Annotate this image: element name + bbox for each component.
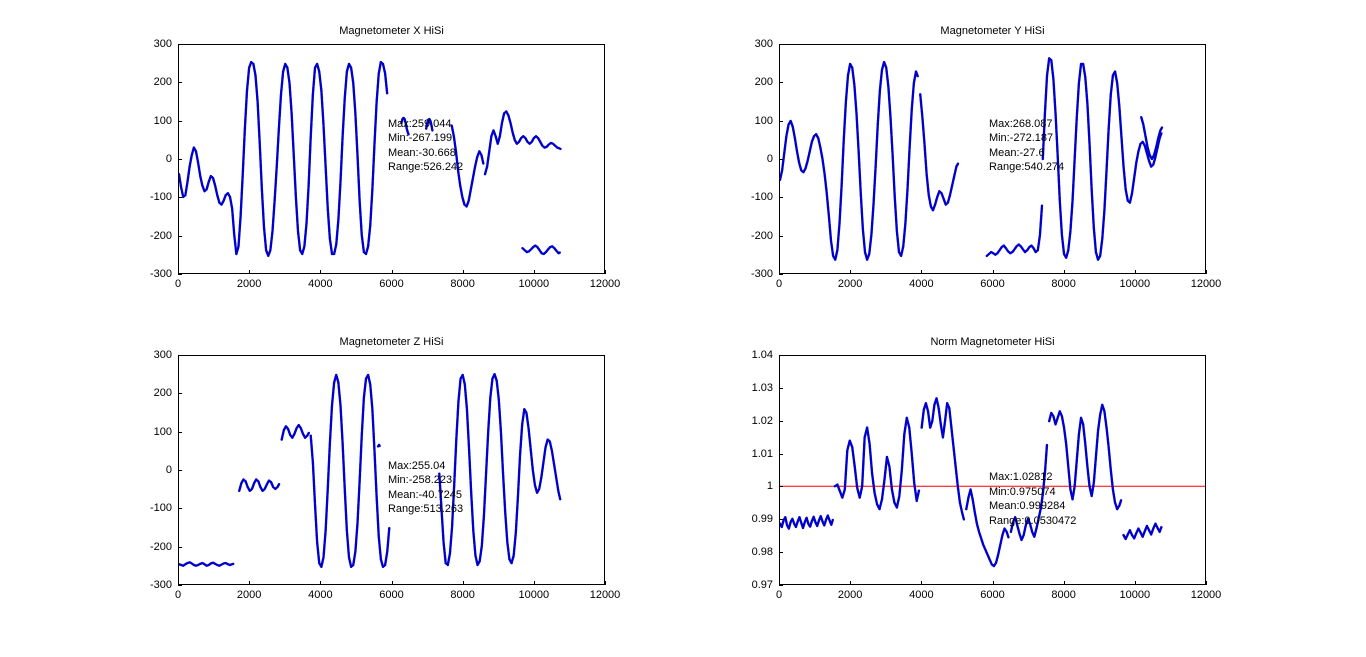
y-tickmark: [178, 585, 182, 586]
y-tickmark: [779, 82, 783, 83]
y-tickmark: [178, 508, 182, 509]
chart-title-magnetometer-x: Magnetometer X HiSi: [339, 25, 444, 37]
data-series-magnetometer-z: [179, 373, 561, 568]
x-tickmark: [1064, 270, 1065, 274]
y-tickmark: [178, 236, 182, 237]
x-tick-label: 4000: [308, 589, 333, 601]
x-tick-label: 0: [775, 589, 783, 601]
y-tick-label: -100: [149, 191, 172, 204]
x-tick-label: 4000: [909, 589, 934, 601]
y-tickmark: [178, 197, 182, 198]
stats-line: Max:255.04: [387, 459, 446, 472]
x-tick-label: 2000: [837, 589, 863, 601]
x-tick-label: 2000: [837, 278, 863, 290]
x-tick-label: 6000: [980, 278, 1005, 290]
y-tickmark: [779, 552, 783, 553]
stats-line: Max:259.044: [387, 117, 452, 130]
y-tick-label: 0: [766, 153, 773, 165]
y-tickmark: [178, 121, 182, 122]
stats-line: Range:0.0530472: [988, 514, 1077, 527]
y-tick-label: 1.04: [751, 349, 773, 361]
stats-annotation-magnetometer-z: [388, 459, 463, 517]
y-tick-label: 100: [153, 114, 172, 127]
x-tickmark: [993, 270, 994, 274]
x-tickmark: [850, 270, 851, 274]
x-tickmark: [534, 270, 535, 274]
x-tickmark: [605, 581, 606, 585]
y-tick-label: 0: [165, 464, 172, 476]
x-tickmark: [320, 270, 321, 274]
x-tickmark: [993, 581, 994, 585]
stats-line: Range:513.263: [387, 503, 464, 515]
x-tick-label: 10000: [1119, 589, 1151, 601]
x-tickmark: [605, 270, 606, 274]
stats-annotation-magnetometer-x: [388, 117, 463, 175]
y-tickmark: [779, 486, 783, 487]
y-tickmark: [779, 44, 783, 45]
x-tickmark: [249, 581, 250, 585]
x-tick-label: 6000: [379, 589, 404, 601]
stats-annotation-norm-magnetometer: [989, 470, 1076, 528]
y-tickmark: [779, 121, 783, 122]
y-tick-label: 1.03: [751, 381, 773, 394]
chart-panel-magnetometer-y: [750, 25, 1222, 290]
x-tickmark: [1206, 581, 1207, 585]
x-tick-label: 8000: [450, 278, 475, 290]
stats-line: Min:-272.187: [988, 132, 1054, 145]
chart-panel-magnetometer-x: [149, 25, 621, 290]
x-tickmark: [921, 581, 922, 585]
x-tickmark: [392, 581, 393, 585]
stats-line: Mean:-30.668: [387, 146, 456, 159]
y-tick-label: -300: [149, 268, 172, 280]
x-tick-label: 8000: [1051, 589, 1076, 601]
y-tickmark: [779, 274, 783, 275]
y-tickmark: [178, 159, 182, 160]
y-tick-label: 1.01: [751, 447, 773, 460]
stats-line: Range:540.274: [988, 161, 1065, 174]
x-tickmark: [921, 270, 922, 274]
y-tick-label: -300: [750, 268, 773, 280]
y-tick-label: 0.98: [751, 546, 773, 559]
x-tick-label: 2000: [236, 278, 262, 290]
chart-title-magnetometer-z: Magnetometer Z HiSi: [339, 336, 444, 348]
y-tickmark: [779, 355, 783, 356]
y-tick-label: -200: [149, 540, 172, 553]
data-series-norm-magnetometer: [780, 397, 1163, 567]
x-tickmark: [249, 270, 250, 274]
stats-line: Range:526.242: [387, 161, 464, 174]
y-tick-label: 200: [153, 387, 172, 400]
x-tick-label: 6000: [980, 589, 1005, 601]
x-tick-label: 2000: [236, 589, 262, 601]
y-tickmark: [779, 159, 783, 160]
y-tickmark: [178, 82, 182, 83]
y-tickmark: [178, 355, 182, 356]
stats-annotation-magnetometer-y: [989, 117, 1064, 175]
y-tick-label: 0.99: [751, 513, 773, 526]
x-tick-label: 10000: [518, 589, 550, 601]
stats-line: Mean:-27.6: [988, 146, 1045, 159]
stats-line: Max:1.02812: [988, 471, 1053, 483]
stats-line: Max:268.087: [988, 117, 1053, 130]
y-tick-label: -200: [750, 229, 773, 242]
x-tickmark: [1206, 270, 1207, 274]
x-tickmark: [463, 270, 464, 274]
y-tickmark: [779, 585, 783, 586]
y-tickmark: [779, 421, 783, 422]
chart-panel-magnetometer-z: [149, 336, 621, 601]
x-tick-label: 4000: [909, 278, 934, 290]
x-tick-label: 0: [174, 278, 182, 290]
y-tick-label: -100: [149, 502, 172, 515]
y-tick-label: 300: [153, 38, 172, 50]
y-tickmark: [779, 454, 783, 455]
stats-line: Mean:0.999284: [988, 500, 1066, 512]
stats-line: Min:-267.199: [387, 132, 453, 145]
x-tickmark: [850, 581, 851, 585]
data-series-magnetometer-y: [780, 57, 1163, 261]
y-tickmark: [779, 388, 783, 389]
x-tickmark: [534, 581, 535, 585]
data-series-magnetometer-x: [179, 61, 562, 257]
y-tick-label: 200: [754, 76, 773, 89]
y-tick-label: 100: [153, 425, 172, 438]
chart-title-magnetometer-y: Magnetometer Y HiSi: [940, 25, 1045, 37]
y-tick-label: 0: [165, 153, 172, 165]
y-tick-label: 1: [766, 480, 773, 493]
y-tick-label: -300: [149, 579, 172, 591]
x-tickmark: [320, 581, 321, 585]
x-tick-label: 8000: [450, 589, 475, 601]
y-tickmark: [178, 432, 182, 433]
x-tick-label: 8000: [1051, 278, 1076, 290]
x-tick-label: 0: [174, 589, 182, 601]
chart-panel-norm-magnetometer: [751, 336, 1222, 601]
x-tick-label: 12000: [1190, 589, 1222, 601]
x-tickmark: [1135, 581, 1136, 585]
y-tickmark: [779, 519, 783, 520]
x-tick-label: 4000: [308, 278, 333, 290]
x-tick-label: 0: [775, 278, 783, 290]
y-tickmark: [178, 470, 182, 471]
x-tickmark: [1135, 270, 1136, 274]
y-tick-label: 300: [754, 38, 773, 50]
x-tickmark: [463, 581, 464, 585]
y-tickmark: [178, 274, 182, 275]
y-tickmark: [178, 547, 182, 548]
x-tick-label: 12000: [1190, 278, 1222, 290]
y-tick-label: 1.02: [751, 414, 773, 427]
x-tickmark: [1064, 581, 1065, 585]
stats-line: Mean:-40.7245: [387, 488, 462, 501]
y-tickmark: [178, 44, 182, 45]
x-tick-label: 12000: [589, 278, 621, 290]
y-tickmark: [779, 236, 783, 237]
x-tick-label: 12000: [589, 589, 621, 601]
y-tick-label: 0.97: [751, 579, 773, 591]
x-tickmark: [392, 270, 393, 274]
stats-line: Min:-258.223: [387, 474, 453, 486]
y-tick-label: -200: [149, 229, 172, 242]
y-tick-label: 200: [153, 76, 172, 89]
x-tick-label: 10000: [518, 278, 550, 290]
y-tickmark: [779, 197, 783, 198]
x-tick-label: 6000: [379, 278, 404, 290]
x-tick-label: 10000: [1119, 278, 1151, 290]
y-tick-label: 300: [153, 349, 172, 361]
stats-line: Min:0.975074: [988, 485, 1056, 498]
y-tick-label: -100: [750, 191, 773, 204]
y-tick-label: 100: [754, 114, 773, 127]
chart-title-norm-magnetometer: Norm Magnetometer HiSi: [930, 336, 1055, 348]
y-tickmark: [178, 393, 182, 394]
